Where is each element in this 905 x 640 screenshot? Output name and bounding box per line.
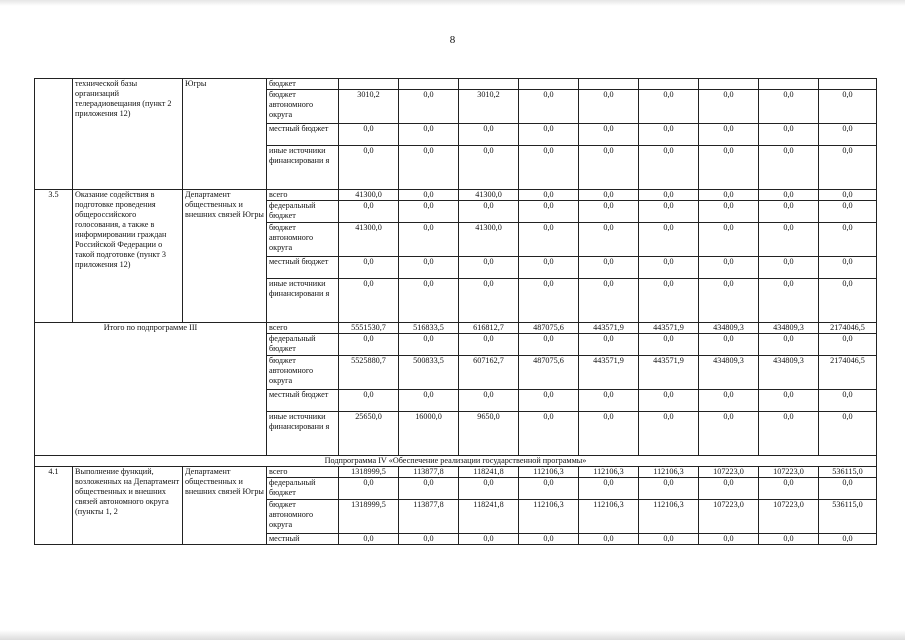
value-cell: 0,0: [339, 279, 399, 323]
value-cell: 0,0: [759, 223, 819, 257]
event-name: Выполнение функций, возложенных на Департамент общественных и внешних связей автономного округа (пункты 1, 2: [73, 467, 183, 545]
value-cell: 112106,3: [579, 467, 639, 478]
value-cell: 5551530,7: [339, 323, 399, 334]
value-cell: [699, 79, 759, 90]
value-cell: 3010,2: [339, 90, 399, 124]
event-name: технической базы организаций телерадиовещания (пункт 2 приложения 12): [73, 79, 183, 190]
funding-source: местный бюджет: [267, 124, 339, 146]
value-cell: 0,0: [819, 257, 877, 279]
value-cell: 0,0: [399, 334, 459, 356]
table-row: [35, 467, 877, 478]
value-cell: 0,0: [579, 279, 639, 323]
funding-source: всего: [267, 190, 339, 201]
value-cell: 113877,8: [399, 467, 459, 478]
value-cell: 607162,7: [459, 356, 519, 390]
value-cell: [459, 79, 519, 90]
funding-source: федеральный бюджет: [267, 201, 339, 223]
value-cell: 0,0: [699, 124, 759, 146]
value-cell: 0,0: [459, 124, 519, 146]
value-cell: 443571,9: [579, 323, 639, 334]
event-name: Оказание содействия в подготовке проведения общероссийского голосования, а также в информировании граждан Российской Федерации о такой подготовке (пункт 3 приложения 12): [73, 190, 183, 323]
value-cell: 0,0: [519, 146, 579, 190]
value-cell: 0,0: [519, 124, 579, 146]
value-cell: 0,0: [639, 279, 699, 323]
value-cell: [819, 79, 877, 90]
funding-source: бюджет: [267, 79, 339, 90]
value-cell: 0,0: [519, 390, 579, 412]
value-cell: 0,0: [819, 146, 877, 190]
value-cell: 0,0: [399, 223, 459, 257]
value-cell: 0,0: [639, 124, 699, 146]
value-cell: 0,0: [519, 412, 579, 456]
value-cell: 0,0: [819, 534, 877, 545]
value-cell: 1318999,5: [339, 467, 399, 478]
value-cell: 0,0: [399, 257, 459, 279]
funding-source: бюджет автономного округа: [267, 90, 339, 124]
value-cell: 0,0: [639, 201, 699, 223]
funding-source: всего: [267, 467, 339, 478]
value-cell: 107223,0: [759, 500, 819, 534]
value-cell: 118241,8: [459, 467, 519, 478]
funding-source: местный бюджет: [267, 390, 339, 412]
value-cell: 0,0: [699, 257, 759, 279]
value-cell: 0,0: [579, 190, 639, 201]
value-cell: 0,0: [759, 257, 819, 279]
value-cell: 0,0: [459, 334, 519, 356]
value-cell: 0,0: [339, 146, 399, 190]
value-cell: 0,0: [339, 201, 399, 223]
value-cell: 0,0: [399, 534, 459, 545]
value-cell: 0,0: [759, 90, 819, 124]
value-cell: 0,0: [579, 90, 639, 124]
funding-source: бюджет автономного округа: [267, 356, 339, 390]
subprogram-header-row: [35, 456, 877, 467]
value-cell: 616812,7: [459, 323, 519, 334]
row-number: [35, 79, 73, 190]
value-cell: 107223,0: [699, 500, 759, 534]
value-cell: 0,0: [579, 223, 639, 257]
value-cell: 0,0: [519, 478, 579, 500]
value-cell: 0,0: [339, 334, 399, 356]
value-cell: 9650,0: [459, 412, 519, 456]
value-cell: 0,0: [399, 478, 459, 500]
value-cell: 434809,3: [699, 323, 759, 334]
value-cell: 0,0: [399, 190, 459, 201]
value-cell: [399, 79, 459, 90]
value-cell: 434809,3: [759, 356, 819, 390]
value-cell: 41300,0: [459, 223, 519, 257]
value-cell: 41300,0: [459, 190, 519, 201]
value-cell: 0,0: [579, 124, 639, 146]
value-cell: 0,0: [699, 201, 759, 223]
value-cell: 0,0: [399, 390, 459, 412]
value-cell: 0,0: [699, 534, 759, 545]
value-cell: 0,0: [699, 390, 759, 412]
value-cell: 0,0: [579, 534, 639, 545]
value-cell: 487075,6: [519, 356, 579, 390]
value-cell: 0,0: [639, 257, 699, 279]
value-cell: 0,0: [579, 412, 639, 456]
table-row: [35, 323, 877, 334]
value-cell: [579, 79, 639, 90]
page-number: 8: [449, 34, 456, 46]
funding-source: местный: [267, 534, 339, 545]
value-cell: 0,0: [459, 201, 519, 223]
value-cell: 107223,0: [699, 467, 759, 478]
row-number: 4.1: [35, 467, 73, 545]
value-cell: 536115,0: [819, 467, 877, 478]
value-cell: 0,0: [819, 223, 877, 257]
value-cell: 0,0: [759, 146, 819, 190]
value-cell: 0,0: [639, 534, 699, 545]
value-cell: 0,0: [339, 478, 399, 500]
value-cell: 0,0: [519, 90, 579, 124]
value-cell: 0,0: [399, 279, 459, 323]
value-cell: 0,0: [759, 412, 819, 456]
value-cell: 0,0: [519, 534, 579, 545]
value-cell: 0,0: [759, 534, 819, 545]
value-cell: [519, 79, 579, 90]
value-cell: 0,0: [699, 412, 759, 456]
value-cell: 5525880,7: [339, 356, 399, 390]
value-cell: 0,0: [399, 201, 459, 223]
value-cell: 536115,0: [819, 500, 877, 534]
value-cell: 500833,5: [399, 356, 459, 390]
value-cell: 0,0: [759, 201, 819, 223]
value-cell: 0,0: [339, 390, 399, 412]
value-cell: 443571,9: [639, 323, 699, 334]
value-cell: 443571,9: [579, 356, 639, 390]
value-cell: 0,0: [699, 90, 759, 124]
value-cell: 0,0: [759, 390, 819, 412]
funding-source: федеральный бюджет: [267, 478, 339, 500]
value-cell: 0,0: [579, 390, 639, 412]
subprogram-title: Подпрограмма IV «Обеспечение реализации государственной программы»: [35, 456, 877, 467]
value-cell: 0,0: [459, 279, 519, 323]
value-cell: 0,0: [699, 478, 759, 500]
value-cell: 0,0: [399, 124, 459, 146]
value-cell: 0,0: [699, 146, 759, 190]
executor-name: Департамент общественных и внешних связей Югры: [183, 467, 267, 545]
value-cell: 0,0: [819, 190, 877, 201]
budget-table: [34, 78, 877, 545]
value-cell: 118241,8: [459, 500, 519, 534]
value-cell: 0,0: [759, 478, 819, 500]
value-cell: 0,0: [579, 257, 639, 279]
value-cell: 0,0: [819, 279, 877, 323]
value-cell: 0,0: [639, 190, 699, 201]
value-cell: 16000,0: [399, 412, 459, 456]
value-cell: 0,0: [819, 478, 877, 500]
value-cell: 0,0: [519, 190, 579, 201]
funding-source: местный бюджет: [267, 257, 339, 279]
table-row: [35, 79, 877, 90]
executor-name: Югры: [183, 79, 267, 190]
value-cell: 0,0: [699, 334, 759, 356]
value-cell: 112106,3: [519, 500, 579, 534]
value-cell: 487075,6: [519, 323, 579, 334]
value-cell: 0,0: [519, 334, 579, 356]
value-cell: 0,0: [759, 190, 819, 201]
value-cell: 0,0: [639, 390, 699, 412]
value-cell: 0,0: [459, 390, 519, 412]
value-cell: 1318999,5: [339, 500, 399, 534]
value-cell: 0,0: [339, 534, 399, 545]
table-row: [35, 190, 877, 201]
funding-source: бюджет автономного округа: [267, 223, 339, 257]
table-body: [35, 79, 877, 545]
value-cell: 434809,3: [759, 323, 819, 334]
funding-source: федеральный бюджет: [267, 334, 339, 356]
value-cell: 0,0: [639, 478, 699, 500]
value-cell: 0,0: [759, 334, 819, 356]
value-cell: 0,0: [459, 534, 519, 545]
value-cell: 0,0: [459, 478, 519, 500]
value-cell: 0,0: [579, 146, 639, 190]
value-cell: 0,0: [459, 146, 519, 190]
value-cell: 516833,5: [399, 323, 459, 334]
value-cell: 0,0: [579, 334, 639, 356]
funding-source: иные источники финансировани я: [267, 146, 339, 190]
value-cell: 0,0: [819, 412, 877, 456]
value-cell: 41300,0: [339, 190, 399, 201]
row-number: 3.5: [35, 190, 73, 323]
value-cell: 107223,0: [759, 467, 819, 478]
value-cell: 434809,3: [699, 356, 759, 390]
value-cell: 0,0: [579, 478, 639, 500]
value-cell: 0,0: [819, 390, 877, 412]
value-cell: 113877,8: [399, 500, 459, 534]
value-cell: 0,0: [519, 257, 579, 279]
value-cell: 0,0: [459, 257, 519, 279]
scan-edge-top: [0, 0, 905, 6]
value-cell: 0,0: [399, 146, 459, 190]
value-cell: 0,0: [339, 257, 399, 279]
value-cell: 0,0: [639, 223, 699, 257]
scan-edge-bottom: [0, 630, 905, 640]
value-cell: 0,0: [519, 223, 579, 257]
value-cell: 0,0: [819, 334, 877, 356]
value-cell: 112106,3: [579, 500, 639, 534]
funding-source: иные источники финансировани я: [267, 279, 339, 323]
value-cell: 3010,2: [459, 90, 519, 124]
value-cell: 0,0: [519, 201, 579, 223]
value-cell: 0,0: [759, 124, 819, 146]
funding-source: бюджет автономного округа: [267, 500, 339, 534]
value-cell: [639, 79, 699, 90]
value-cell: 0,0: [639, 146, 699, 190]
funding-source: иные источники финансировани я: [267, 412, 339, 456]
value-cell: 443571,9: [639, 356, 699, 390]
value-cell: 0,0: [579, 201, 639, 223]
value-cell: 0,0: [699, 223, 759, 257]
funding-source: всего: [267, 323, 339, 334]
executor-name: Департамент общественных и внешних связей Югры: [183, 190, 267, 323]
value-cell: 0,0: [699, 279, 759, 323]
value-cell: [759, 79, 819, 90]
value-cell: [339, 79, 399, 90]
value-cell: 41300,0: [339, 223, 399, 257]
value-cell: 0,0: [819, 90, 877, 124]
value-cell: 2174046,5: [819, 323, 877, 334]
value-cell: 112106,3: [639, 500, 699, 534]
value-cell: 0,0: [759, 279, 819, 323]
value-cell: 2174046,5: [819, 356, 877, 390]
value-cell: 0,0: [639, 412, 699, 456]
total-label: Итого по подпрограмме III: [35, 323, 267, 456]
value-cell: 0,0: [519, 279, 579, 323]
value-cell: 0,0: [639, 334, 699, 356]
value-cell: 0,0: [819, 124, 877, 146]
value-cell: 112106,3: [639, 467, 699, 478]
value-cell: 0,0: [399, 90, 459, 124]
value-cell: 0,0: [819, 201, 877, 223]
value-cell: 0,0: [339, 124, 399, 146]
value-cell: 0,0: [639, 90, 699, 124]
value-cell: 0,0: [699, 190, 759, 201]
value-cell: 112106,3: [519, 467, 579, 478]
value-cell: 25650,0: [339, 412, 399, 456]
